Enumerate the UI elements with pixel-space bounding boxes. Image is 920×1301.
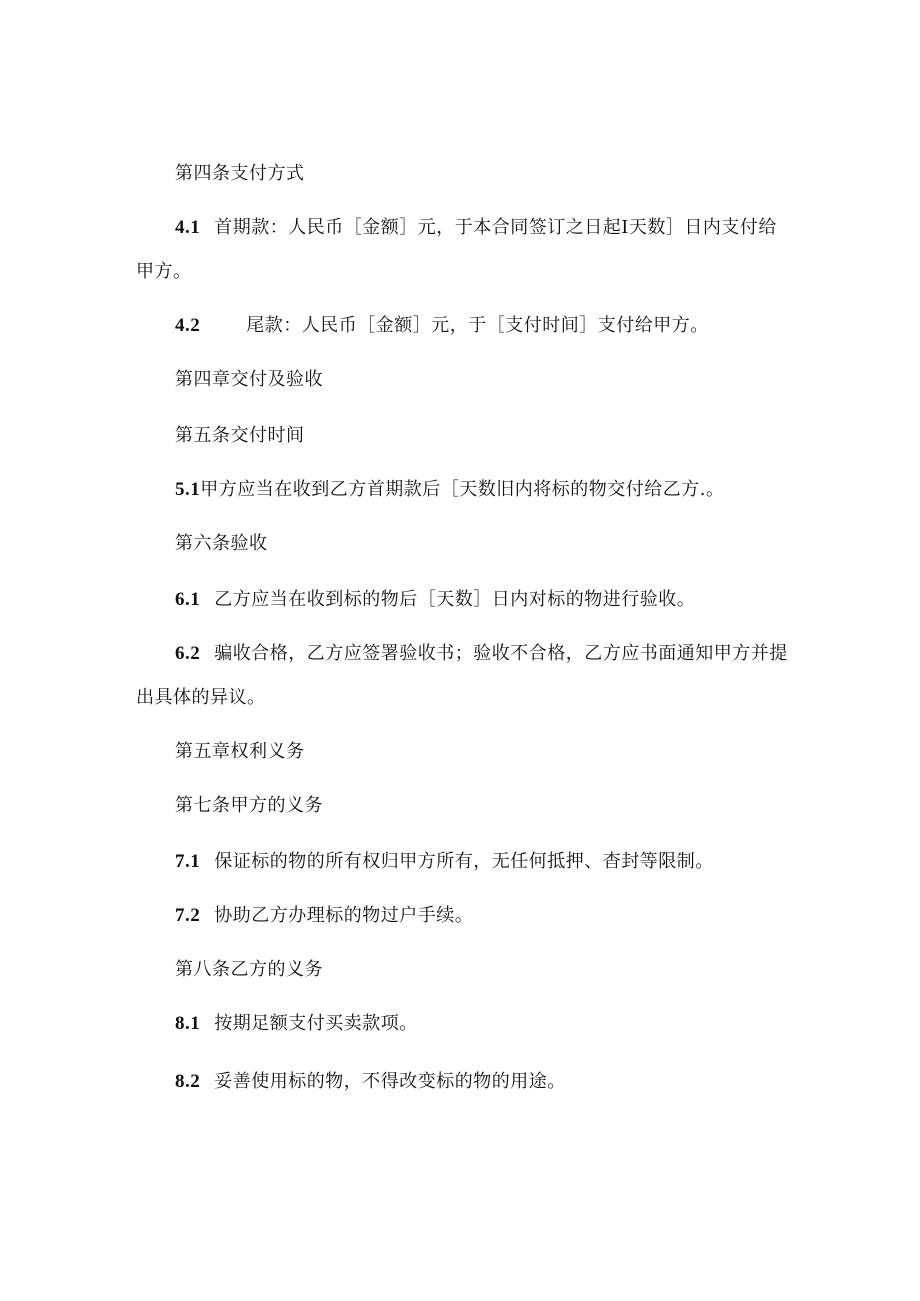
clause-4-2 xyxy=(175,314,920,338)
clause-text: 妥善使用标的物，不得改变标的物的用途。 xyxy=(214,1071,566,1092)
clause-number: 8.1 xyxy=(175,1013,201,1034)
clause-number: 4.2 xyxy=(175,315,201,336)
clause-text: 甲方应当在收到乙方首期款后［天数旧内将标的物交付给乙方.。 xyxy=(200,479,725,500)
article-7-heading: 第七条甲方的义务 xyxy=(175,795,323,816)
article-8-heading: 第八条乙方的义务 xyxy=(175,959,323,980)
clause-4-1 xyxy=(175,216,920,240)
clause-text: 首期款：人民币［金额］元，于本合同签订之日起I天数］日内支付给 xyxy=(214,217,777,238)
clause-6-2 xyxy=(175,642,920,666)
clause-5-1 xyxy=(175,478,920,502)
clause-number: 8.2 xyxy=(175,1071,201,1092)
clause-number: 6.1 xyxy=(175,589,201,610)
clause-8-1 xyxy=(175,1012,920,1036)
clause-8-2 xyxy=(175,1070,920,1094)
clause-7-1 xyxy=(175,850,920,874)
clause-number: 6.2 xyxy=(175,643,201,664)
clause-text: 尾款：人民币［金额］元，于［支付时间］支付给甲方。 xyxy=(246,315,709,336)
clause-text: 协助乙方办理标的物过户手续。 xyxy=(214,905,474,926)
clause-number: 4.1 xyxy=(175,217,201,238)
clause-text: 乙方应当在收到标的物后［天数］日内对标的物进行验收。 xyxy=(214,589,696,610)
clause-number: 5.1 xyxy=(175,479,201,500)
clause-6-1 xyxy=(175,588,920,612)
clause-number: 7.2 xyxy=(175,905,201,926)
article-5-heading: 第五条交付时间 xyxy=(175,425,305,446)
clause-text: 骗收合格，乙方应签署验收书；验收不合格，乙方应书面通知甲方并提 xyxy=(214,643,788,664)
clause-text: 按期足额支付买卖款项。 xyxy=(214,1013,418,1034)
clause-6-2-continuation: 出具体的异议。 xyxy=(136,687,266,708)
chapter-4-heading: 第四章交付及验收 xyxy=(175,369,323,390)
clause-7-2 xyxy=(175,904,920,928)
clause-text: 保证标的物的所有权归甲方所有，无任何抵押、杳封等限制。 xyxy=(214,851,714,872)
clause-4-1-continuation: 甲方。 xyxy=(136,261,192,282)
article-6-heading: 第六条验收 xyxy=(175,533,268,554)
chapter-5-heading: 第五章权利义务 xyxy=(175,741,305,762)
article-4-heading: 第四条支付方式 xyxy=(175,163,305,184)
clause-number: 7.1 xyxy=(175,851,201,872)
